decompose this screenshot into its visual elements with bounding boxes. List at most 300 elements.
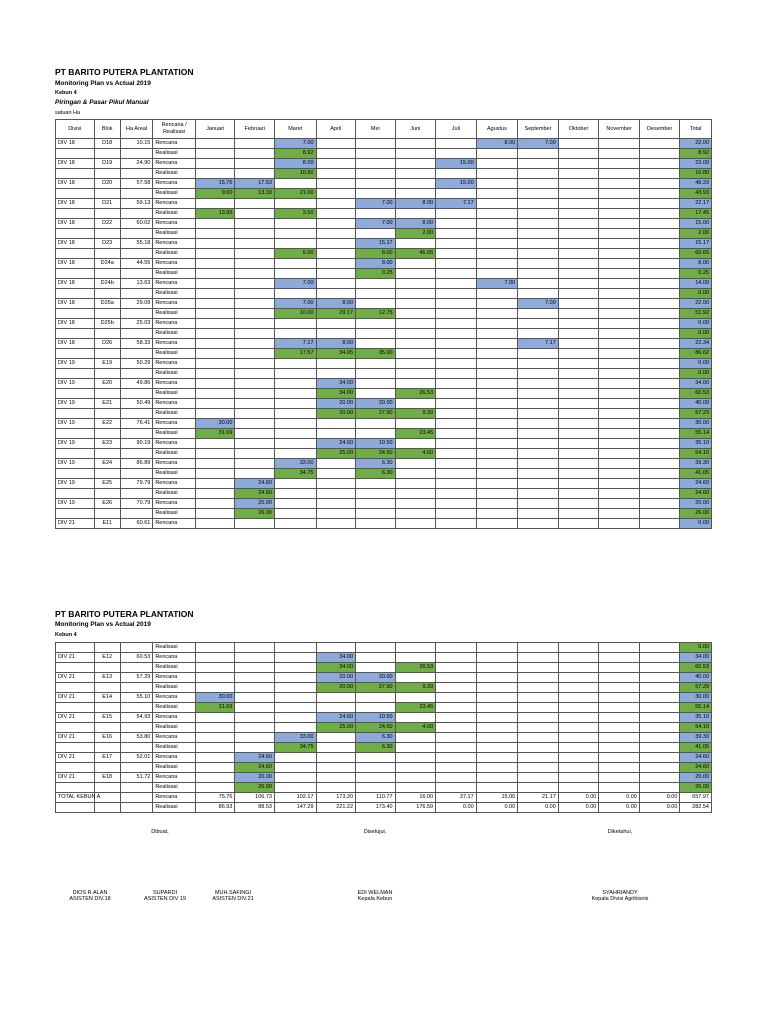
- cell-des: [639, 279, 680, 289]
- cell-total: 30.00: [680, 693, 712, 703]
- cell-ha-areal: 25.03: [120, 319, 152, 329]
- cell-mar: 21.00: [274, 189, 316, 199]
- cell-ha-areal: [120, 723, 152, 733]
- cell-jun: 9.39: [395, 409, 436, 419]
- cell-ha-areal: 55.10: [120, 693, 152, 703]
- cell-jun: [395, 239, 436, 249]
- cell-des: [639, 229, 680, 239]
- cell-des: [639, 209, 680, 219]
- cell-agu: [476, 509, 518, 519]
- cell-sep: [518, 693, 559, 703]
- table-row: [56, 329, 712, 339]
- cell-blok: [94, 369, 120, 379]
- cell-total: 657.97: [680, 793, 712, 803]
- cell-divisi: DIV 19: [56, 459, 95, 469]
- cell-type: Rencana: [153, 773, 196, 783]
- cell-okt: [558, 369, 599, 379]
- cell-jan: 15.76: [195, 179, 235, 189]
- cell-ha-areal: [120, 449, 152, 459]
- cell-mei: 24.50: [356, 449, 396, 459]
- cell-mar: 34.75: [274, 743, 316, 753]
- cell-mei: 10.50: [356, 713, 396, 723]
- signatory-name: EDI WELMAN: [357, 890, 393, 896]
- cell-total: 2.00: [680, 229, 712, 239]
- cell-apr: [316, 369, 356, 379]
- cell-type: Rencana: [153, 159, 196, 169]
- cell-nov: [599, 259, 640, 269]
- table-row: [56, 753, 712, 763]
- cell-ha-areal: [120, 469, 152, 479]
- cell-nov: 0.00: [599, 803, 640, 813]
- cell-okt: [558, 359, 599, 369]
- cell-feb: [235, 459, 275, 469]
- cell-mar: [274, 499, 316, 509]
- cell-jul: [436, 783, 477, 793]
- cell-sep: [518, 259, 559, 269]
- cell-blok: [94, 663, 120, 673]
- cell-type: Rencana: [153, 479, 196, 489]
- cell-divisi: [56, 369, 95, 379]
- cell-nov: [599, 439, 640, 449]
- cell-jun: [395, 753, 436, 763]
- cell-nov: [599, 753, 640, 763]
- cell-blok: E12: [94, 653, 120, 663]
- cell-jan: [195, 279, 235, 289]
- cell-blok: D25a: [94, 299, 120, 309]
- cell-blok: [94, 209, 120, 219]
- cell-mar: [274, 329, 316, 339]
- cell-blok: [94, 309, 120, 319]
- cell-okt: [558, 753, 599, 763]
- cell-agu: [476, 349, 518, 359]
- cell-des: [639, 409, 680, 419]
- cell-des: [639, 239, 680, 249]
- cell-total: 39.30: [680, 733, 712, 743]
- cell-mar: [274, 449, 316, 459]
- cell-mei: [356, 489, 396, 499]
- cell-des: [639, 139, 680, 149]
- cell-jul: [436, 139, 477, 149]
- cell-apr: [316, 419, 356, 429]
- cell-mei: 35.00: [356, 349, 396, 359]
- cell-mei: 10.50: [356, 439, 396, 449]
- cell-jun: [395, 479, 436, 489]
- cell-agu: [476, 369, 518, 379]
- cell-mar: [274, 429, 316, 439]
- cell-apr: [316, 459, 356, 469]
- cell-ha-areal: [120, 763, 152, 773]
- cell-okt: [558, 519, 599, 529]
- cell-feb: [235, 269, 275, 279]
- cell-divisi: DIV 18: [56, 279, 95, 289]
- cell-jun: 26.53: [395, 663, 436, 673]
- cell-feb: [235, 219, 275, 229]
- cell-blok: [94, 489, 120, 499]
- cell-apr: [316, 279, 356, 289]
- signatory-role: ASISTEN DIV.18: [69, 896, 111, 902]
- cell-jan: 13.95: [195, 209, 235, 219]
- cell-sep: [518, 683, 559, 693]
- table-row: [56, 793, 712, 803]
- cell-mar: 10.00: [274, 309, 316, 319]
- cell-jan: [195, 459, 235, 469]
- cell-apr: [316, 259, 356, 269]
- cell-divisi: [56, 783, 95, 793]
- cell-type: Realisasi: [153, 149, 196, 159]
- cell-jul: [436, 229, 477, 239]
- cell-total: 0.00: [680, 643, 712, 653]
- cell-agu: [476, 219, 518, 229]
- cell-nov: [599, 389, 640, 399]
- table-row: [56, 339, 712, 349]
- kebun-label-page2: Kebun 4: [55, 632, 77, 638]
- cell-mei: 6.30: [356, 469, 396, 479]
- cell-jun: [395, 169, 436, 179]
- cell-jan: [195, 389, 235, 399]
- cell-des: [639, 723, 680, 733]
- cell-mei: 173.40: [356, 803, 396, 813]
- cell-jan: [195, 773, 235, 783]
- cell-jan: [195, 149, 235, 159]
- cell-okt: [558, 239, 599, 249]
- cell-type: Rencana: [153, 219, 196, 229]
- cell-total: 60.65: [680, 249, 712, 259]
- cell-jun: [395, 329, 436, 339]
- cell-jun: 2.00: [395, 229, 436, 239]
- cell-sep: [518, 469, 559, 479]
- cell-jun: 4.60: [395, 723, 436, 733]
- column-header-total: Total: [680, 120, 712, 139]
- cell-jul: [436, 389, 477, 399]
- cell-sep: [518, 743, 559, 753]
- company-title-page2: PT BARITO PUTERA PLANTATION: [55, 609, 194, 619]
- cell-jun: [395, 773, 436, 783]
- cell-jan: [195, 753, 235, 763]
- cell-total: 48.29: [680, 179, 712, 189]
- cell-des: 0.00: [639, 803, 680, 813]
- cell-jan: [195, 269, 235, 279]
- cell-divisi: DIV 21: [56, 673, 95, 683]
- cell-sep: [518, 783, 559, 793]
- cell-des: [639, 439, 680, 449]
- cell-jan: [195, 319, 235, 329]
- cell-nov: [599, 369, 640, 379]
- cell-jan: [195, 519, 235, 529]
- cell-jul: [436, 449, 477, 459]
- cell-feb: [235, 199, 275, 209]
- cell-sep: [518, 149, 559, 159]
- column-header-jul: Juli: [436, 120, 477, 139]
- cell-nov: [599, 139, 640, 149]
- cell-okt: [558, 139, 599, 149]
- cell-agu: [476, 319, 518, 329]
- cell-type: Realisasi: [153, 469, 196, 479]
- cell-apr: [316, 429, 356, 439]
- cell-okt: [558, 279, 599, 289]
- cell-feb: [235, 359, 275, 369]
- cell-sep: [518, 309, 559, 319]
- cell-divisi: [56, 329, 95, 339]
- cell-total: 24.60: [680, 489, 712, 499]
- cell-jan: [195, 783, 235, 793]
- cell-jan: [195, 139, 235, 149]
- cell-blok: D20: [94, 179, 120, 189]
- cell-blok: [94, 149, 120, 159]
- cell-blok: [94, 743, 120, 753]
- cell-sep: [518, 229, 559, 239]
- signatory-5: [570, 890, 670, 902]
- cell-mar: [274, 379, 316, 389]
- cell-ha-areal: [120, 783, 152, 793]
- column-header-okt: Oktober: [558, 120, 599, 139]
- cell-type: Rencana: [153, 459, 196, 469]
- cell-mei: 0.25: [356, 269, 396, 279]
- cell-apr: [316, 269, 356, 279]
- cell-jul: [436, 763, 477, 773]
- cell-feb: [235, 673, 275, 683]
- cell-feb: [235, 209, 275, 219]
- cell-jan: [195, 339, 235, 349]
- cell-agu: [476, 329, 518, 339]
- cell-mar: 33.00: [274, 459, 316, 469]
- cell-total: 23.00: [680, 159, 712, 169]
- cell-mei: [356, 339, 396, 349]
- cell-type: Rencana: [153, 399, 196, 409]
- cell-ha-areal: 70.79: [120, 499, 152, 509]
- cell-apr: [316, 359, 356, 369]
- cell-jul: [436, 643, 477, 653]
- cell-agu: [476, 429, 518, 439]
- cell-nov: [599, 319, 640, 329]
- column-header-feb: Februari: [235, 120, 275, 139]
- cell-mar: [274, 723, 316, 733]
- table-row: [56, 199, 712, 209]
- cell-jul: [436, 379, 477, 389]
- cell-agu: 8.00: [476, 139, 518, 149]
- cell-jan: [195, 299, 235, 309]
- cell-total: 15.17: [680, 239, 712, 249]
- cell-ha-areal: [120, 249, 152, 259]
- cell-ha-areal: 60.53: [120, 653, 152, 663]
- cell-ha-areal: 60.02: [120, 219, 152, 229]
- cell-total: 10.80: [680, 169, 712, 179]
- cell-des: [639, 379, 680, 389]
- signatory-role: Kepala Kebun: [357, 896, 393, 902]
- cell-mar: 8.92: [274, 149, 316, 159]
- cell-jan: [195, 169, 235, 179]
- cell-agu: [476, 229, 518, 239]
- cell-mei: [356, 753, 396, 763]
- cell-nov: [599, 509, 640, 519]
- cell-jun: [395, 743, 436, 753]
- cell-type: Realisasi: [153, 763, 196, 773]
- cell-apr: [316, 249, 356, 259]
- cell-sep: [518, 349, 559, 359]
- cell-apr: [316, 189, 356, 199]
- cell-jul: [436, 653, 477, 663]
- cell-ha-areal: 52.01: [120, 753, 152, 763]
- cell-total: 41.05: [680, 469, 712, 479]
- cell-divisi: [56, 743, 95, 753]
- cell-okt: [558, 459, 599, 469]
- cell-apr: [316, 489, 356, 499]
- unit-label: satuan Ha: [55, 110, 81, 116]
- cell-des: [639, 783, 680, 793]
- cell-sep: [518, 713, 559, 723]
- cell-jan: [195, 683, 235, 693]
- cell-mar: [274, 289, 316, 299]
- table-header-row: [56, 120, 712, 139]
- cell-mei: 7.00: [356, 219, 396, 229]
- cell-jun: [395, 693, 436, 703]
- cell-mei: [356, 279, 396, 289]
- cell-apr: 25.00: [316, 723, 356, 733]
- cell-nov: [599, 149, 640, 159]
- cell-blok: E13: [94, 673, 120, 683]
- cell-jul: [436, 289, 477, 299]
- cell-agu: [476, 379, 518, 389]
- cell-apr: 20.00: [316, 673, 356, 683]
- cell-blok: [94, 329, 120, 339]
- table-row: [56, 459, 712, 469]
- cell-agu: 7.00: [476, 279, 518, 289]
- cell-divisi: DIV 18: [56, 239, 95, 249]
- cell-divisi: [56, 449, 95, 459]
- cell-ha-areal: 50.29: [120, 359, 152, 369]
- cell-total: 39.30: [680, 459, 712, 469]
- cell-type: Rencana: [153, 673, 196, 683]
- cell-mar: 17.57: [274, 349, 316, 359]
- cell-feb: [235, 289, 275, 299]
- cell-feb: 20.00: [235, 499, 275, 509]
- table-row: [56, 159, 712, 169]
- cell-total: 282.54: [680, 803, 712, 813]
- cell-divisi: DIV 18: [56, 179, 95, 189]
- cell-des: [639, 319, 680, 329]
- cell-jan: [195, 309, 235, 319]
- cell-agu: [476, 479, 518, 489]
- cell-agu: [476, 439, 518, 449]
- cell-divisi: DIV 19: [56, 359, 95, 369]
- column-header-jan: Januari: [195, 120, 235, 139]
- cell-ha-areal: 57.58: [120, 179, 152, 189]
- cell-feb: [235, 369, 275, 379]
- signatory-1: [55, 890, 125, 902]
- cell-jun: [395, 279, 436, 289]
- cell-blok: [94, 289, 120, 299]
- cell-agu: [476, 299, 518, 309]
- cell-agu: [476, 663, 518, 673]
- table-row: [56, 369, 712, 379]
- column-header-nov: November: [599, 120, 640, 139]
- cell-jul: [436, 269, 477, 279]
- cell-nov: [599, 189, 640, 199]
- cell-jun: [395, 299, 436, 309]
- cell-total: 35.10: [680, 713, 712, 723]
- cell-total: 15.00: [680, 219, 712, 229]
- cell-okt: [558, 643, 599, 653]
- cell-feb: [235, 399, 275, 409]
- cell-jan: [195, 329, 235, 339]
- cell-jan: 31.69: [195, 429, 235, 439]
- signatory-role: Kepala Divisi Agribisnis: [591, 896, 649, 902]
- cell-apr: 8.00: [316, 339, 356, 349]
- cell-mar: [274, 643, 316, 653]
- cell-total: 22.34: [680, 339, 712, 349]
- cell-jul: [436, 469, 477, 479]
- cell-jun: [395, 673, 436, 683]
- cell-mar: [274, 389, 316, 399]
- cell-sep: 21.17: [518, 793, 559, 803]
- cell-blok: [94, 723, 120, 733]
- cell-jul: [436, 703, 477, 713]
- cell-ha-areal: [120, 149, 152, 159]
- cell-des: [639, 663, 680, 673]
- cell-agu: [476, 683, 518, 693]
- cell-blok: [94, 169, 120, 179]
- cell-feb: 24.60: [235, 753, 275, 763]
- table-row: [56, 189, 712, 199]
- cell-apr: [316, 773, 356, 783]
- table-row: [56, 169, 712, 179]
- cell-jun: [395, 369, 436, 379]
- cell-okt: [558, 723, 599, 733]
- cell-total: 40.00: [680, 399, 712, 409]
- cell-mar: [274, 519, 316, 529]
- cell-apr: [316, 149, 356, 159]
- table-row: [56, 763, 712, 773]
- cell-okt: [558, 229, 599, 239]
- cell-ha-areal: [120, 189, 152, 199]
- cell-sep: [518, 409, 559, 419]
- cell-nov: [599, 783, 640, 793]
- cell-blok: [94, 783, 120, 793]
- cell-nov: [599, 289, 640, 299]
- cell-apr: [316, 763, 356, 773]
- cell-jul: [436, 369, 477, 379]
- table-row: [56, 279, 712, 289]
- cell-des: [639, 459, 680, 469]
- cell-sep: [518, 519, 559, 529]
- cell-nov: [599, 653, 640, 663]
- cell-ha-areal: [120, 289, 152, 299]
- cell-feb: [235, 349, 275, 359]
- column-header-jun: Juni: [395, 120, 436, 139]
- cell-type: Realisasi: [153, 349, 196, 359]
- cell-nov: [599, 279, 640, 289]
- cell-mar: 7.00: [274, 279, 316, 289]
- cell-feb: 26.00: [235, 509, 275, 519]
- cell-type: Rencana: [153, 793, 196, 803]
- cell-feb: [235, 643, 275, 653]
- cell-ha-areal: [120, 703, 152, 713]
- cell-feb: [235, 703, 275, 713]
- table-row: [56, 773, 712, 783]
- signatory-role: ASISTEN DIV.21: [212, 896, 254, 902]
- cell-mei: 27.90: [356, 683, 396, 693]
- cell-mar: 6.00: [274, 249, 316, 259]
- cell-agu: [476, 269, 518, 279]
- cell-mar: [274, 419, 316, 429]
- cell-mar: [274, 199, 316, 209]
- cell-divisi: [56, 229, 95, 239]
- cell-ha-areal: [120, 489, 152, 499]
- cell-divisi: DIV 21: [56, 753, 95, 763]
- cell-okt: [558, 169, 599, 179]
- cell-des: [639, 169, 680, 179]
- cell-mei: [356, 369, 396, 379]
- cell-nov: 0.00: [599, 793, 640, 803]
